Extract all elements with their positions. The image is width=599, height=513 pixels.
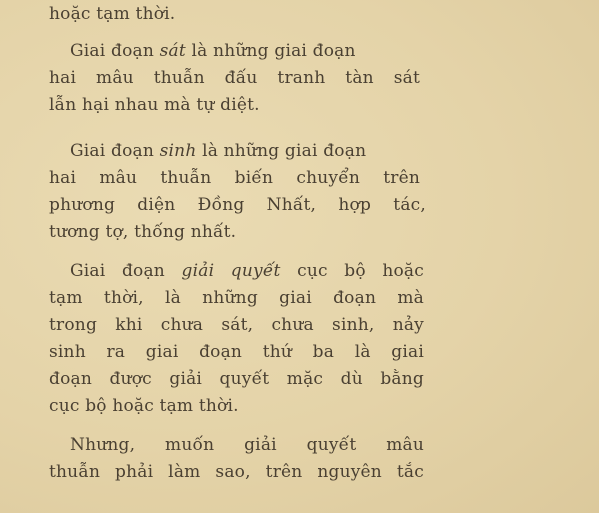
emphasis-term: sinh <box>159 141 197 161</box>
emphasis-term: sát <box>159 41 186 61</box>
paragraph-giai-quyet-line-1 <box>70 261 424 281</box>
text-line: lẫn hại nhau mà tự diệt. <box>49 95 260 115</box>
text-line: hai mâu thuẫn đấu tranh tàn sát <box>49 68 420 88</box>
text-line: cục bộ hoặc tạm thời. <box>49 396 239 416</box>
text-line: trong khi chưa sát, chưa sinh, nảy <box>49 315 424 335</box>
text-run: Giai đoạn <box>70 261 182 281</box>
text-line: đoạn được giải quyết mặc dù bằng <box>49 369 424 389</box>
text-line: hai mâu thuẫn biến chuyển trên <box>49 168 420 188</box>
paragraph-sinh-line-1 <box>70 141 420 161</box>
paragraph-sat-line-1 <box>70 41 420 61</box>
text-run: là những giai đoạn <box>185 41 356 61</box>
text-line: tạm thời, là những giai đoạn mà <box>49 288 424 308</box>
text-line: hoặc tạm thời. <box>49 4 176 24</box>
text-line: thuẫn phải làm sao, trên nguyên tắc <box>49 462 424 482</box>
emphasis-term: giải quyết <box>181 261 281 281</box>
text-run: là những giai đoạn <box>196 141 367 161</box>
text-line: tương tợ, thống nhất. <box>49 222 237 242</box>
text-run: Giai đoạn <box>70 141 160 161</box>
text-line: sinh ra giai đoạn thứ ba là giai <box>49 342 424 362</box>
text-run: cục bộ hoặc <box>280 261 424 281</box>
paragraph-nhung-line-1: Nhưng, muốn giải quyết mâu <box>70 435 424 455</box>
text-line: phương diện Đồng Nhất, hợp tác, <box>49 195 426 215</box>
text-run: Giai đoạn <box>70 41 160 61</box>
